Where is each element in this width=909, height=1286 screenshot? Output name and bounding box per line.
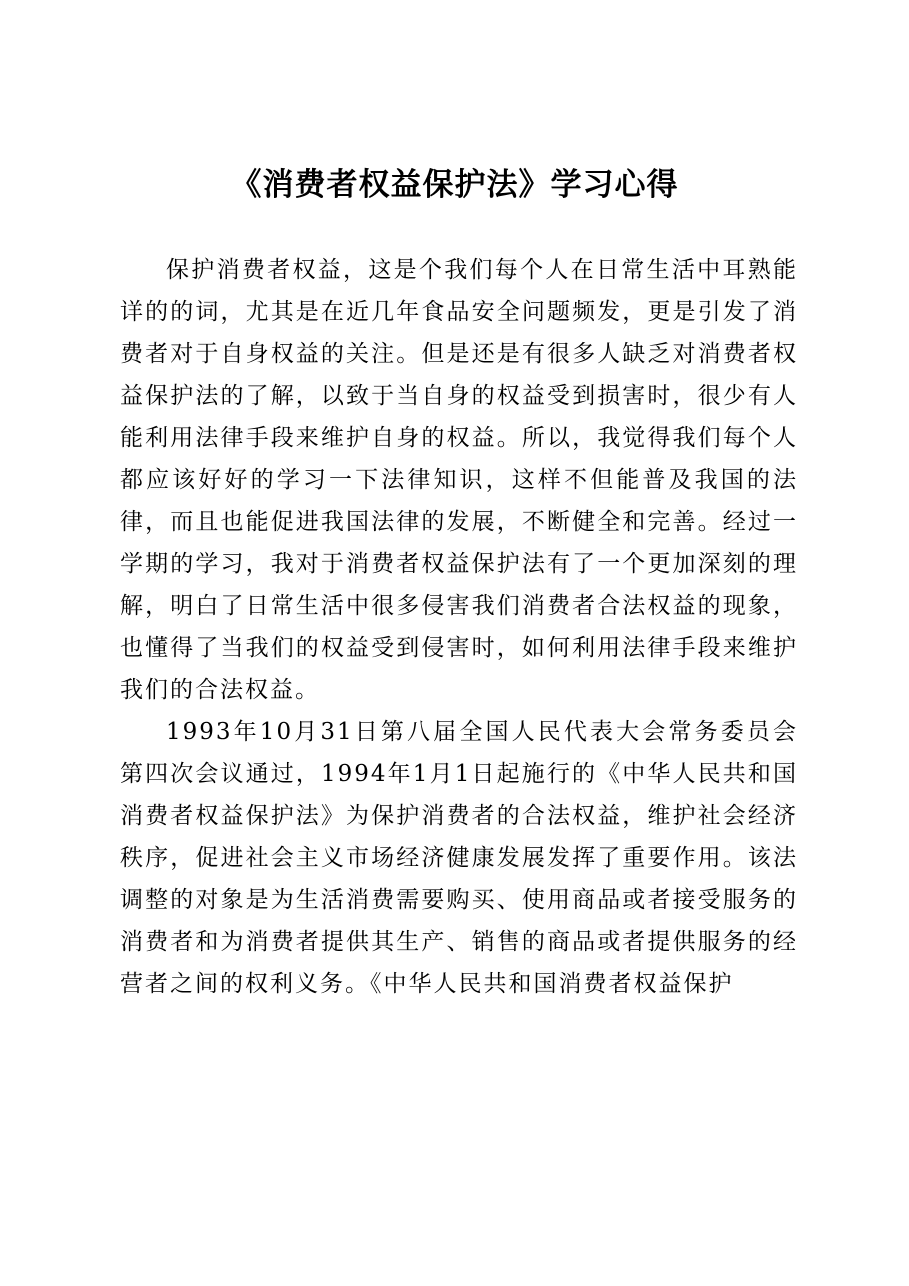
document-body bbox=[120, 249, 798, 1005]
document-title: 《消费者权益保护法》学习心得 bbox=[230, 167, 679, 203]
paragraph-2: 1993年10月31日第八届全国人民代表大会常务委员会第四次会议通过，1994年1月1日起施行的《中华人民共和国消费者权益保护法》为保护消费者的合法权益，维护社会经济秩序，促进社会主义市场经济健康发展发挥了重要作用。该法调整的对象是为生活消费需要购买、使用商品或者接受服务的消费者和为消费者提供其生产、销售的商品或者提供服务的经营者之间的权利义务。《中华人民共和国消费者权益保护 bbox=[120, 719, 798, 997]
paragraph-1: 保护消费者权益，这是个我们每个人在日常生活中耳熟能详的的词，尤其是在近几年食品安全问题频发，更是引发了消费者对于自身权益的关注。但是还是有很多人缺乏对消费者权益保护法的了解，以致于当自身的权益受到损害时，很少有人能利用法律手段来维护自身的权益。所以，我觉得我们每个人都应该好好的学习一下法律知识，这样不但能普及我国的法律，而且也能促进我国法律的发展，不断健全和完善。经过一学期的学习，我对于消费者权益保护法有了一个更加深刻的理解，明白了日常生活中很多侵害我们消费者合法权益的现象，也懂得了当我们的权益受到侵害时，如何利用法律手段来维护我们的合法权益。 bbox=[120, 257, 798, 703]
